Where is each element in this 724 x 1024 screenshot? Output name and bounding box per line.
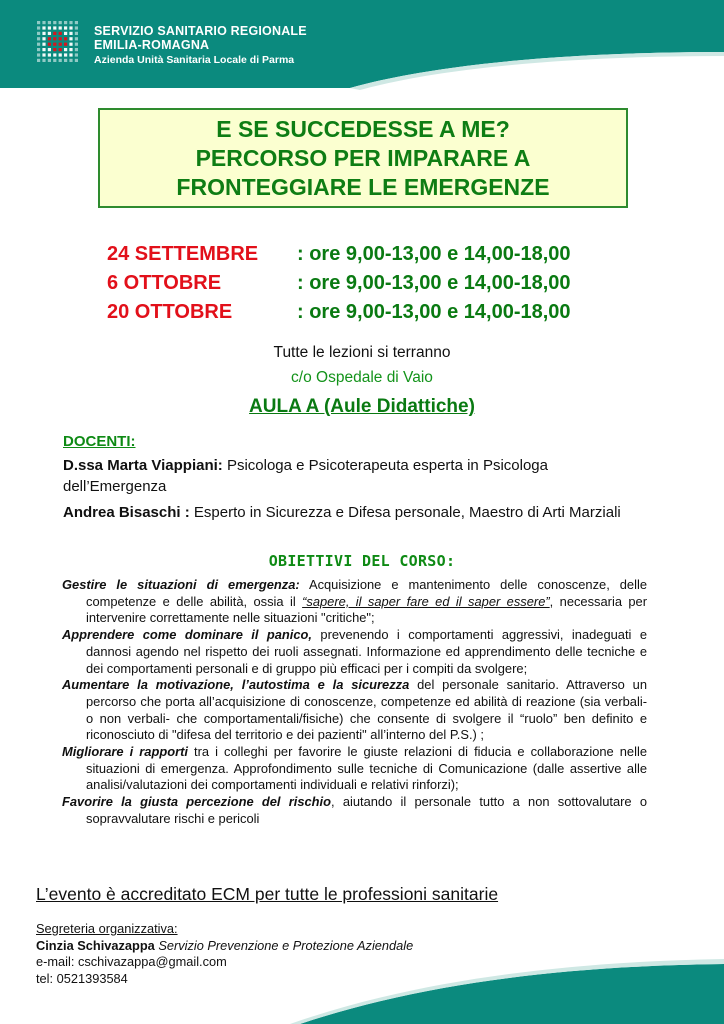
schedule-row	[107, 269, 571, 298]
objective-text: prevenendo i comportamenti aggressivi, inadeguati e dannosi agendo nel rispetto dei ruoli assegnati. Informazione ed apprendimento delle tecniche e dei comportamenti personali e di gruppo più efficaci per i compiti da svolgere;	[86, 627, 647, 676]
segreteria-tel: tel: 0521393584	[36, 970, 128, 986]
title-box	[98, 108, 628, 208]
segreteria-name: Cinzia Schivazappa	[36, 937, 155, 953]
schedule-row	[107, 298, 571, 327]
org-line-3: Azienda Unità Sanitaria Locale di Parma	[94, 54, 295, 66]
location-place: c/o Ospedale di Vaio	[291, 369, 433, 386]
location-room	[0, 396, 724, 418]
objective-text: Acquisizione e mantenimento delle conoscenze, delle competenze e delle abilità, ossia il	[86, 577, 647, 609]
objective-lead: Favorire la giusta percezione del rischio	[62, 794, 331, 810]
segreteria-contact	[36, 938, 413, 955]
objective-item	[62, 577, 647, 627]
objective-item	[62, 744, 647, 794]
logo-icon	[36, 20, 80, 64]
title-line-2: PERCORSO PER IMPARARE A	[195, 144, 531, 171]
objective-text: tra i colleghi per favorire le giuste relazioni di fiducia e collaborazione nelle situazioni di emergenza. Approfondimento sulle tecniche di Comunicazione (dalle assertive alle analisi/valutazioni dei comportamenti individuali e relativi rinforzi);	[86, 744, 647, 793]
objective-item	[62, 794, 647, 827]
objective-lead: Apprendere come dominare il panico,	[62, 627, 312, 643]
schedule-date: 20 OTTOBRE	[107, 301, 233, 323]
ecm-note: L’evento è accreditato ECM per tutte le professioni sanitarie	[36, 884, 499, 904]
segreteria-role: Servizio Prevenzione e Protezione Aziendale	[154, 937, 414, 953]
docente-name: D.ssa Marta Viappiani:	[63, 457, 223, 474]
docenti-heading: DOCENTI:	[63, 433, 136, 450]
objective-quote: “sapere, il saper fare ed il saper essere”	[302, 593, 550, 609]
docente-desc: Psicologa e Psicoterapeuta esperta in Psicologa dell’Emergenza	[63, 457, 548, 495]
schedule-date: 24 SETTEMBRE	[107, 243, 259, 265]
objective-lead: Migliorare i rapporti	[62, 744, 188, 760]
segreteria-email: e-mail: cschivazappa@gmail.com	[36, 954, 227, 969]
docente-desc: Esperto in Sicurezza e Difesa personale, Maestro di Arti Marziali	[189, 504, 621, 521]
schedule	[107, 240, 571, 327]
org-line-2: EMILIA-ROMAGNA	[94, 38, 210, 52]
objectives-list	[62, 577, 647, 828]
title-line-1: E SE SUCCEDESSE A ME?	[216, 115, 510, 142]
objective-lead: Gestire le situazioni di emergenza:	[62, 577, 300, 592]
schedule-row	[107, 240, 571, 269]
title-line-3: FRONTEGGIARE LE EMERGENZE	[176, 173, 550, 200]
objective-item	[62, 627, 647, 677]
schedule-time: : ore 9,00-13,00 e 14,00-18,00	[297, 243, 571, 265]
schedule-time: : ore 9,00-13,00 e 14,00-18,00	[297, 272, 571, 294]
obiettivi-heading: OBIETTIVI DEL CORSO:	[268, 552, 456, 570]
docente-item	[63, 455, 638, 497]
org-line-1: SERVIZIO SANITARIO REGIONALE	[94, 24, 307, 38]
objective-text-end: , necessaria per intervenire correttamente nelle situazioni "critiche";	[86, 593, 648, 626]
docente-item	[63, 502, 638, 523]
objective-lead: Aumentare la motivazione, l’autostima e la sicurezza	[62, 677, 410, 693]
objective-text: , aiutando il personale tutto a non sottovalutare o sopravvalutare rischi e pericoli	[86, 794, 647, 826]
segreteria-label: Segreteria organizzativa:	[36, 921, 178, 936]
location-room-text: AULA A (Aule Didattiche)	[249, 396, 475, 417]
objective-item	[62, 677, 647, 744]
location-intro: Tutte le lezioni si terranno	[273, 344, 451, 361]
schedule-time: : ore 9,00-13,00 e 14,00-18,00	[297, 301, 571, 323]
segreteria	[36, 921, 413, 987]
schedule-date: 6 OTTOBRE	[107, 272, 222, 294]
docente-name: Andrea Bisaschi :	[63, 504, 190, 521]
objective-text: del personale sanitario. Attraverso un percorso che porta all’acquisizione di conoscenze, competenze ed abilità di reazione (sia verbali- o non verbali- che comportamentali/fisiche) che consente di svolgere il “ruolo” ben definito e riconosciuto di "difesa del territorio e dei pazienti" all’interno del P.S.) ;	[86, 677, 648, 743]
organization-name	[94, 24, 307, 68]
